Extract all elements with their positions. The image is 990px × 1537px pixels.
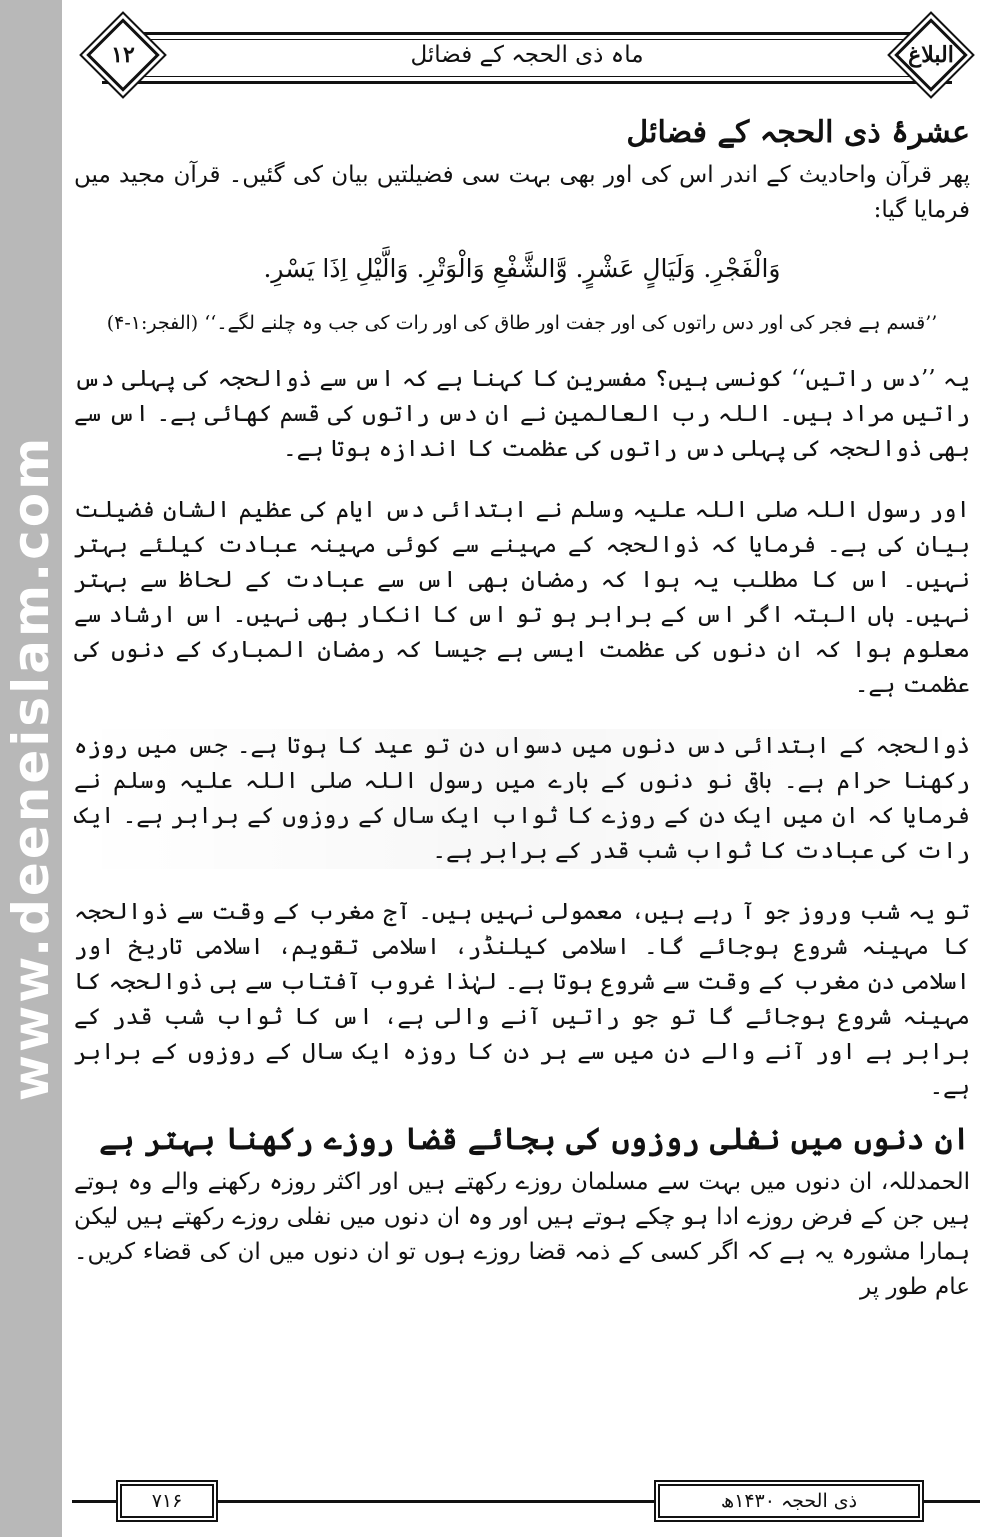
paragraph-1: یہ ’’دس راتیں‘‘ کونسی ہیں؟ مفسرین کا کہنا ہے کہ اس سے ذوالحجہ کی پہلی دس راتیں مراد ہیں۔ اللہ رب العالمین نے ان دس راتوں کی قسم کھائی ہے۔ اس سے بھی ذوالحجہ کی پہلی دس راتوں کی عظمت کا اندازہ ہوتا ہے۔ [74, 366, 970, 462]
spacer [74, 703, 970, 729]
logo-badge [894, 22, 968, 88]
watermark-sidebar [0, 0, 62, 1537]
article-body [74, 108, 970, 1305]
footer-issue: ذی الحجہ ۱۴۳۰ھ [658, 1484, 920, 1518]
logo-text: البلاغ [908, 42, 954, 68]
header-page-number: ۱۲ [111, 42, 135, 68]
spacer [74, 869, 970, 895]
header-title: ماہ ذی الحجہ کے فضائل [410, 42, 644, 68]
watermark-text: www.deeneislam.com [2, 434, 60, 1102]
quran-verse: وَالْفَجْرِ. وَلَيَالٍ عَشْرٍ. وَّالشَّفْعِ وَالْوَتْرِ. وَالَّيْلِ اِذَا يَسْرِ. [263, 254, 781, 283]
page-header [72, 8, 982, 100]
section-heading-2: ان دنوں میں نفلی روزوں کی بجائے قضا روزے رکھنا بہتر ہے [99, 1122, 970, 1157]
paragraph-2: اور رسول اللہ صلی اللہ علیہ وسلم نے ابتدائی دس ایام کی عظیم الشان فضیلت بیان کی ہے۔ فرمایا کہ ذوالحجہ کے مہینے سے کوئی مہینہ عبادت کیلئے بہتر نہیں۔ اس کا مطلب یہ ہوا کہ رمضان بھی اس سے عبادت کے لحاظ سے بہتر نہیں۔ ہاں البتہ اگر اس کے برابر ہو تو اس کا انکار بھی نہیں۔ اس ارشاد سے معلوم ہوا کہ ان دنوں کی عظمت ایسی ہے جیسا کہ رمضان المبارک کے دنوں کی عظمت ہے۔ [74, 497, 970, 698]
intro-paragraph: پھر قرآن واحادیث کے اندر اس کی اور بھی بہت سی فضیلتیں بیان کی گئیں۔ قرآن مجید میں فرمایا گیا: [74, 162, 970, 223]
spacer [74, 467, 970, 493]
verse-translation: ’’قسم ہے فجر کی اور دس راتوں کی اور جفت اور طاق کی اور رات کی جب وہ چلنے لگے۔‘‘ (الفجر:۱-۴) [106, 312, 938, 334]
paragraph-4: تو یہ شب وروز جو آ رہے ہیں، معمولی نہیں ہیں۔ آج مغرب کے وقت سے ذوالحجہ کا مہینہ شروع ہوجائے گا۔ اسلامی کیلنڈر، اسلامی تقویم، اسلامی تاریخ اور اسلامی دن مغرب کے وقت سے شروع ہوتا ہے۔ لہٰذا غروب آفتاب سے ہی ذوالحجہ کا مہینہ شروع ہوجائے گا تو جو راتیں آنے والی ہے، اس کا ثواب شب قدر کے برابر ہے اور آنے والے دن میں سے ہر دن کا روزہ ایک سال کے روزوں کے برابر ہے۔ [74, 899, 970, 1100]
page-footer [72, 1480, 980, 1520]
paragraph-5: الحمدللہ، ان دنوں میں بہت سے مسلمان روزے رکھتے ہیں اور اکثر روزہ رکھنے والے وہ ہوتے ہیں جن کے فرض روزے ادا ہو چکے ہوتے ہیں اور وہ ان دنوں میں نفلی روزے رکھتے ہیں لیکن ہمارا مشورہ یہ ہے کہ اگر کسی کے ذمہ قضا روزے ہوں تو ان دنوں میں ان کی قضاء کریں۔ عام طور پر [74, 1169, 970, 1300]
footer-page-number: ۷۱۶ [120, 1484, 214, 1518]
paragraph-3: ذوالحجہ کے ابتدائی دس دنوں میں دسواں دن تو عید کا ہوتا ہے۔ جس میں روزہ رکھنا حرام ہے۔ باقی نو دنوں کے بارے میں رسول اللہ صلی اللہ علیہ وسلم نے فرمایا کہ ان میں ایک دن کے روزے کا ثواب ایک سال کے روزوں کے برابر ہے۔ ایک رات کی عبادت کا ثواب شب قدر کے برابر ہے۔ [74, 729, 970, 869]
section-heading-1: عشرۂ ذی الحجہ کے فضائل [626, 115, 970, 150]
